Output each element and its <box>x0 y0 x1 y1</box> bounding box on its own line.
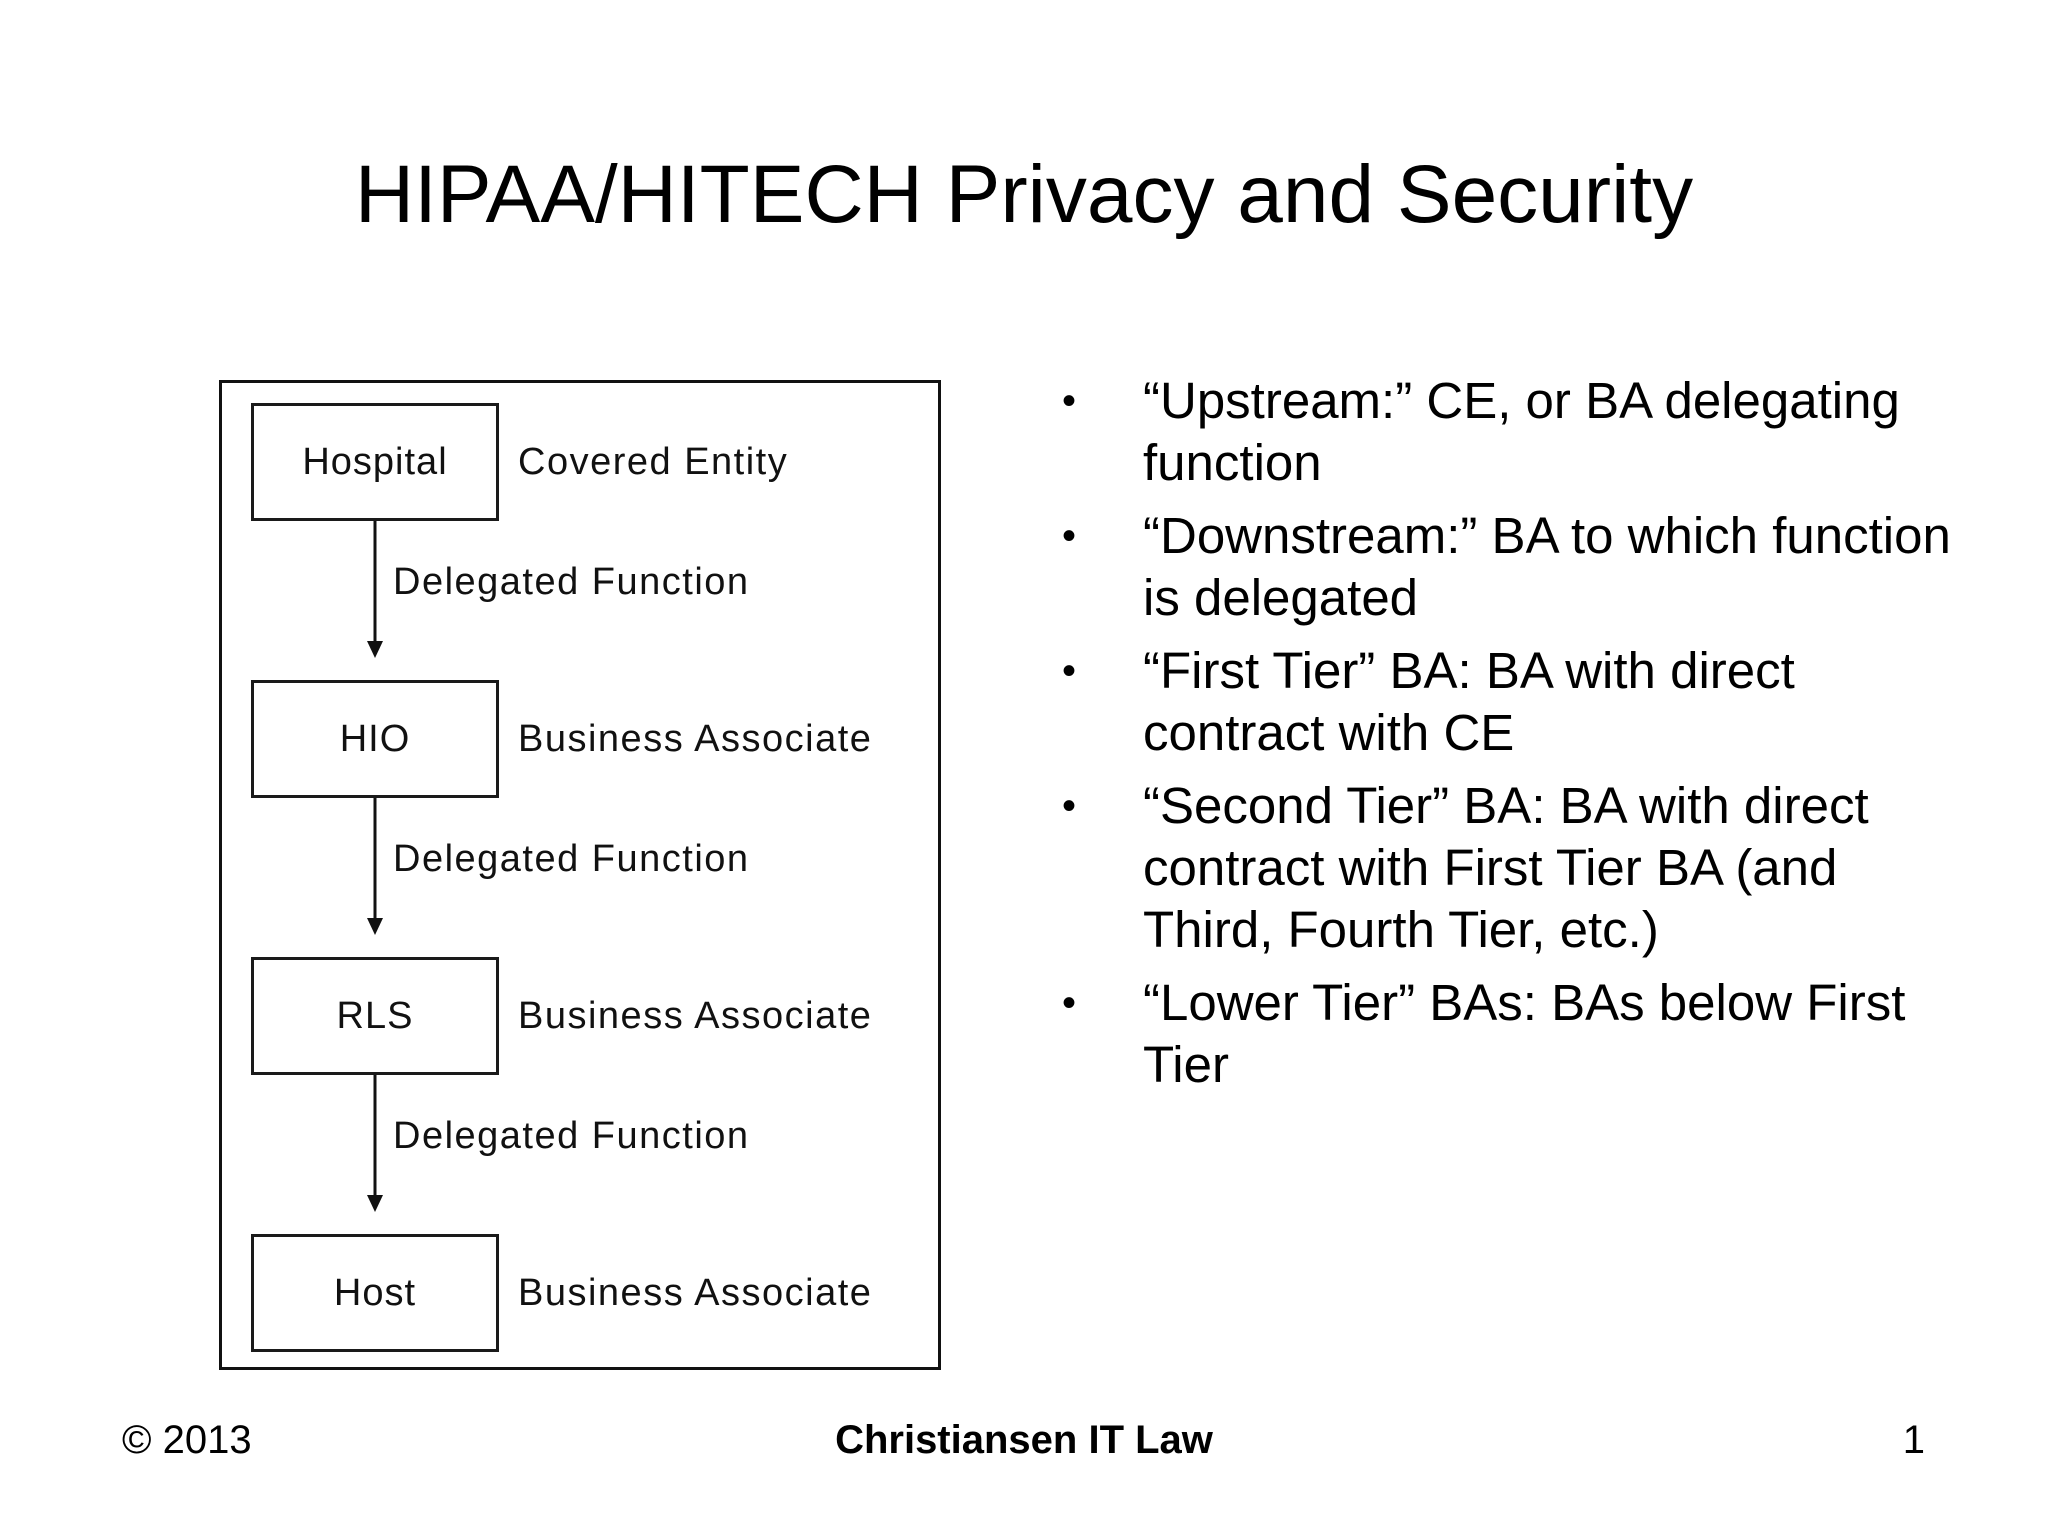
footer-page-number: 1 <box>1902 1418 1925 1462</box>
bullet-text: “Lower Tier” BAs: BAs below First Tier <box>1143 974 1906 1093</box>
delegated-function-label: Delegated Function <box>393 838 750 880</box>
footer-firm-name: Christiansen IT Law <box>835 1418 1213 1462</box>
footer-copyright: © 2013 <box>122 1418 252 1462</box>
hospital-role-label: Covered Entity <box>518 440 789 483</box>
bullet-item-lower-tier <box>1060 972 1960 1096</box>
bullet-item-upstream <box>1060 370 1960 494</box>
slide-title: HIPAA/HITECH Privacy and Security <box>354 149 1694 240</box>
hio-node: HIO <box>251 680 499 798</box>
delegation-arrowhead <box>367 918 383 935</box>
bullet-text: “Downstream:” BA to which function is delegated <box>1143 507 1951 626</box>
bullet-item-second-tier <box>1060 775 1960 961</box>
bullet-dot-icon: • <box>1062 514 1077 558</box>
rls-role-label: Business Associate <box>518 994 873 1037</box>
delegated-function-label: Delegated Function <box>393 561 750 603</box>
definitions-bullet-list <box>1060 370 1960 1107</box>
bullet-text: “Upstream:” CE, or BA delegating function <box>1143 372 1900 491</box>
bullet-dot-icon: • <box>1062 649 1077 693</box>
bullet-item-first-tier <box>1060 640 1960 764</box>
hospital-node: Hospital <box>251 403 499 521</box>
bullet-item-downstream <box>1060 505 1960 629</box>
host-role-label: Business Associate <box>518 1271 873 1314</box>
rls-node: RLS <box>251 957 499 1075</box>
bullet-text: “First Tier” BA: BA with direct contract with CE <box>1143 642 1795 761</box>
hio-role-label: Business Associate <box>518 717 873 760</box>
bullet-dot-icon: • <box>1062 784 1077 828</box>
bullet-text: “Second Tier” BA: BA with direct contract with First Tier BA (and Third, Fourth Tier, etc.) <box>1143 777 1869 958</box>
delegation-diagram <box>219 380 941 1370</box>
delegated-function-label: Delegated Function <box>393 1115 750 1157</box>
host-node: Host <box>251 1234 499 1352</box>
bullet-dot-icon: • <box>1062 981 1077 1025</box>
bullet-dot-icon: • <box>1062 379 1077 423</box>
delegation-arrowhead <box>367 1195 383 1212</box>
delegation-arrowhead <box>367 641 383 658</box>
